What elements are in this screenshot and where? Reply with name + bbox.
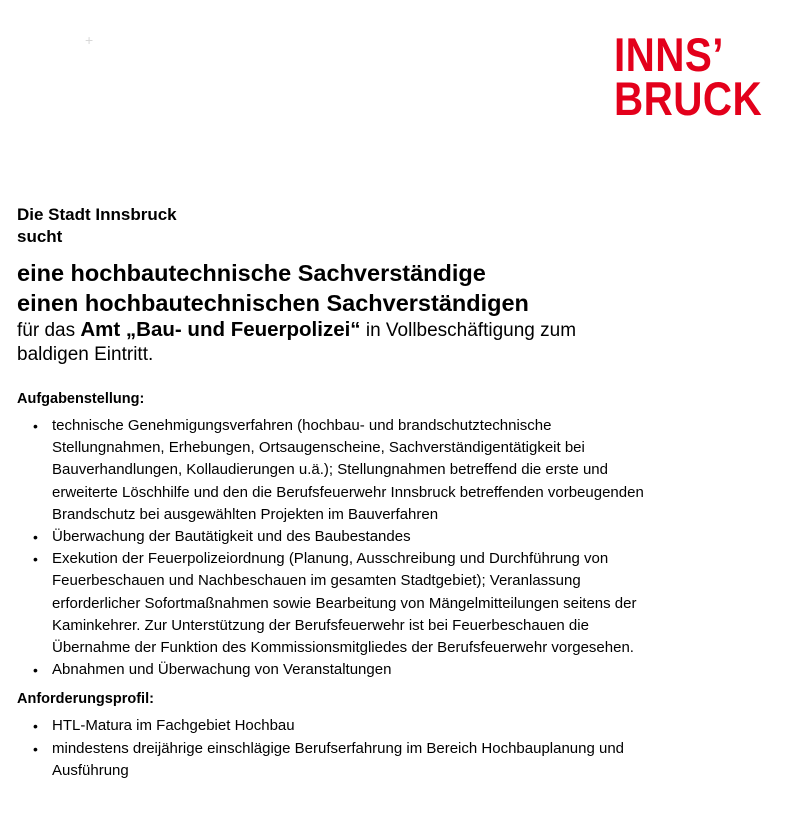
task-list	[17, 415, 797, 681]
employment-type: in Vollbeschäftigung zum	[360, 320, 577, 341]
list-item	[17, 715, 797, 737]
list-item-line: mindestens dreijährige einschlägige Berufserfahrung im Bereich Hochbauplanung und	[52, 739, 625, 757]
list-item-line: Überwachung der Bautätigkeit und des Baubestandes	[52, 528, 411, 546]
list-item	[17, 526, 797, 548]
list-item-line: Brandschutz bei ausgewählten Projekten im Bauverfahren	[52, 505, 439, 523]
list-item-line: Abnahmen und Überwachung von Veranstaltungen	[52, 661, 392, 679]
department-line-1	[17, 318, 797, 343]
list-item	[17, 659, 797, 681]
list-item-line: erforderlicher Sofortmaßnahmen sowie Bearbeitung von Mängelmitteilungen seitens der	[52, 594, 637, 612]
bullet-icon: •	[33, 551, 38, 568]
bullet-icon: •	[33, 418, 38, 434]
list-item-line: Stellungnahmen, Erhebungen, Ortsaugenscheine, Sachverständigentätigkeit bei	[52, 439, 585, 457]
department-prefix: für das	[17, 320, 81, 341]
bullet-icon: •	[33, 740, 38, 757]
bullet-icon: •	[33, 529, 38, 546]
innsbruck-logo	[614, 28, 772, 125]
department-line	[17, 318, 797, 367]
list-item-line: Ausführung	[52, 761, 129, 779]
list-item-line: erweiterte Löschhilfe und den die Berufsfeuerwehr Innsbruck betreffenden vorbeugenden	[52, 483, 644, 501]
section-title-anforderungen: Anforderungsprofil:	[17, 691, 154, 708]
list-item-line: Exekution der Feuerpolizeiordnung (Planung, Ausschreibung und Durchführung von	[52, 550, 609, 568]
section-title-aufgaben: Aufgabenstellung:	[17, 391, 145, 407]
logo-line-1: INNS’	[614, 28, 724, 81]
department-name: Amt „Bau- und Feuerpolizei“	[80, 318, 361, 341]
bullet-icon: •	[33, 718, 38, 735]
list-item-line: Bauverhandlungen, Kollaudierungen u.ä.); Stellungnahmen betreffend die erste und	[52, 461, 608, 479]
job-title-female: eine hochbautechnische Sachverständige	[17, 260, 486, 286]
list-item-line: HTL-Matura im Fachgebiet Hochbau	[52, 717, 295, 735]
logo-line-2: BRUCK	[614, 72, 763, 125]
list-item-line: Übernahme der Funktion des Kommissionsmitgliedes der Berufsfeuerwehr vorgesehen.	[52, 639, 634, 657]
job-title	[17, 258, 797, 318]
job-title-male: einen hochbautechnischen Sachverständigen	[17, 290, 529, 316]
bullet-icon: •	[33, 662, 38, 679]
crosshair-mark: +	[85, 32, 94, 48]
list-item-line: Feuerbeschauen und Nachbeschauen im gesamten Stadtgebiet); Veranlassung	[52, 572, 581, 590]
list-item-line: Kaminkehrer. Zur Unterstützung der Berufsfeuerwehr ist bei Feuerbeschauen die	[52, 616, 589, 634]
list-item	[17, 738, 797, 782]
job-posting	[17, 204, 797, 782]
intro-line-2: sucht	[17, 227, 63, 246]
list-item	[17, 548, 797, 659]
start-date: baldigen Eintritt.	[17, 344, 154, 365]
list-item	[17, 415, 797, 526]
intro-line-1: Die Stadt Innsbruck	[17, 205, 177, 224]
requirements-list	[17, 715, 797, 782]
list-item-line: technische Genehmigungsverfahren (hochbau- und brandschutztechnische	[52, 417, 552, 434]
intro	[17, 204, 797, 248]
